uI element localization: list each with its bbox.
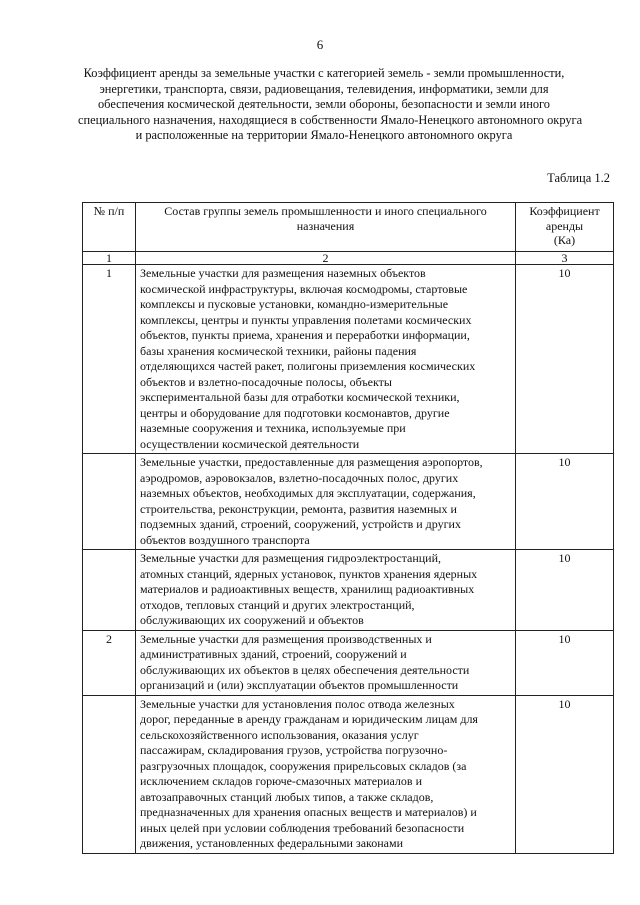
header-description xyxy=(136,203,516,252)
header-coefficient-line: (Ка) xyxy=(553,233,576,247)
heading-line: специального назначения, находящиеся в собственности Ямало-Ненецкого автономного округа xyxy=(78,112,583,127)
row-coefficient: 10 xyxy=(516,265,614,454)
row-coefficient: 10 xyxy=(516,454,614,550)
description-line: иных целей при условии соблюдения требований безопасности xyxy=(140,820,465,835)
coefficient-table xyxy=(82,202,614,854)
description-line: Земельные участки для установления полос отвода железных xyxy=(140,696,455,711)
description-line: отходов, тепловых станций и других электростанций, xyxy=(140,597,415,612)
header-description-line: Состав группы земель промышленности и иного специального xyxy=(164,204,487,218)
table-label: Таблица 1.2 xyxy=(547,171,610,185)
description-line: обслуживающих их объектов в целях обеспечения деятельности xyxy=(140,662,470,677)
description-line: наземных объектов, необходимых для эксплуатации, содержания, xyxy=(140,486,476,500)
description-line: космической инфраструктуры, включая космодромы, стартовые xyxy=(140,281,468,296)
description-line: разгрузочных площадок, сооружения прирельсовых складов (за xyxy=(140,758,467,773)
heading-line: обеспечения космической деятельности, земли обороны, безопасности и земли иного xyxy=(97,97,550,112)
document-heading xyxy=(78,66,583,144)
description-line: дорог, переданные в аренду гражданам и юридическим лицам для xyxy=(140,712,478,726)
row-number xyxy=(83,550,136,631)
description-line: наземные сооружения и техника, используемые при xyxy=(140,421,406,435)
description-line: пассажирам, складирования грузов, устройства погрузочно- xyxy=(140,743,448,757)
row-description xyxy=(136,695,516,853)
header-number: № п/п xyxy=(83,203,136,252)
row-coefficient: 10 xyxy=(516,630,614,695)
description-line: автозаправочных станций любых типов, а также складов, xyxy=(140,789,434,804)
header-description-line: назначения xyxy=(296,218,355,233)
column-index-cell: 2 xyxy=(136,252,516,265)
description-line: атомных станций, ядерных установок, пунктов хранения ядерных xyxy=(140,566,478,581)
description-line: объектов воздушного транспорта xyxy=(140,532,310,547)
row-number: 1 xyxy=(83,265,136,454)
row-coefficient: 10 xyxy=(516,550,614,631)
description-line: центры и оборудование для подготовки космонавтов, другие xyxy=(140,405,450,420)
description-line: осуществлении космической деятельности xyxy=(140,436,360,451)
description-line: организаций и (или) эксплуатации объектов промышленности xyxy=(140,678,459,692)
description-line: экспериментальной базы для отработки космической техники, xyxy=(140,390,460,404)
description-line: аэродромов, аэровокзалов, взлетно-посадочных полос, других xyxy=(140,470,459,485)
column-index-cell: 3 xyxy=(516,252,614,265)
row-number: 2 xyxy=(83,630,136,695)
header-coefficient-line: Коэффициент xyxy=(529,204,600,218)
row-description xyxy=(136,550,516,631)
page-number: 6 xyxy=(316,37,324,52)
description-line: движения, установленных федеральными законами xyxy=(140,836,404,850)
description-line: комплексы и пусковые установки, командно-измерительные xyxy=(140,297,449,311)
row-number xyxy=(83,454,136,550)
header-coefficient xyxy=(516,203,614,252)
column-index-cell: 1 xyxy=(83,252,136,265)
description-line: исключением складов горюче-смазочных материалов и xyxy=(140,774,422,788)
description-line: материалов и радиоактивных веществ, хранилищ радиоактивных xyxy=(140,582,475,596)
description-line: сельскохозяйственного использования, оказания услуг xyxy=(140,727,419,742)
table-row xyxy=(83,265,614,454)
description-line: объектов, пункты приема, хранения и переработки информации, xyxy=(140,328,470,342)
description-line: объектов и взлетно-посадочные полосы, объекты xyxy=(140,374,392,389)
description-line: строительства, реконструкции, ремонта, развития наземных и xyxy=(140,501,457,516)
description-line: комплексы, центры и пункты управления полетами космических xyxy=(140,312,472,327)
table-row xyxy=(83,454,614,550)
row-coefficient: 10 xyxy=(516,695,614,853)
heading-line: и расположенные на территории Ямало-Ненецкого автономного округа xyxy=(135,128,513,143)
description-line: подземных зданий, строений, сооружений, устройств и других xyxy=(140,517,461,531)
table-row xyxy=(83,695,614,853)
table-header-row xyxy=(83,203,614,252)
description-line: предназначенных для хранения опасных веществ и материалов) и xyxy=(140,805,477,819)
row-description xyxy=(136,630,516,695)
description-line: Земельные участки для размещения гидроэлектростанций, xyxy=(140,551,442,565)
description-line: обслуживающих их сооружений и объектов xyxy=(140,613,364,627)
row-description xyxy=(136,454,516,550)
table-row xyxy=(83,630,614,695)
column-index-row xyxy=(83,252,614,265)
description-line: Земельные участки для размещения наземных объектов xyxy=(140,266,426,280)
heading-line: Коэффициент аренды за земельные участки с категорией земель - земли промышленности, xyxy=(83,66,565,80)
description-line: базы хранения космической техники, районы падения xyxy=(140,343,417,358)
description-line: Земельные участки для размещения производственных и xyxy=(140,631,432,646)
heading-line: энергетики, транспорта, связи, радиовещания, телевидения, информатики, земли для xyxy=(99,81,549,96)
description-line: Земельные участки, предоставленные для размещения аэропортов, xyxy=(140,455,483,469)
row-description xyxy=(136,265,516,454)
table-row xyxy=(83,550,614,631)
row-number xyxy=(83,695,136,853)
header-coefficient-line: аренды xyxy=(545,218,584,233)
description-line: отделяющихся частей ракет, полигоны приземления космических xyxy=(140,359,476,373)
description-line: административных зданий, строений, сооружений и xyxy=(140,647,407,661)
